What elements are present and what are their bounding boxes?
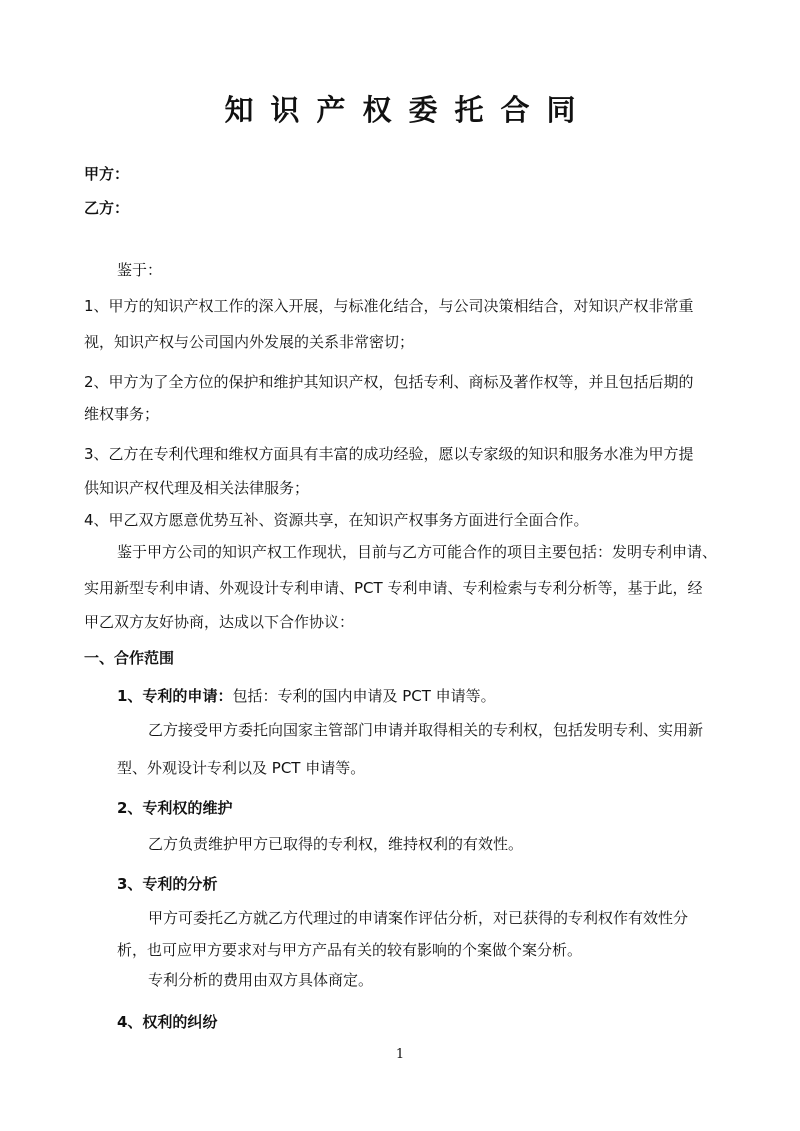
subsection-1-body-line-2: 型、外观设计专利以及 PCT 申请等。 [117, 759, 366, 777]
intro-line-1: 鉴于甲方公司的知识产权工作现状，目前与乙方可能合作的项目主要包括：发明专利申请、 [117, 543, 718, 561]
subsection-1-body-line-1: 乙方接受甲方委托向国家主管部门申请并取得相关的专利权，包括发明专利、实用新 [148, 721, 704, 739]
recital-item-1-line-2: 视，知识产权与公司国内外发展的关系非常密切； [84, 333, 415, 351]
intro-line-3: 甲乙双方友好协商，达成以下合作协议： [84, 613, 355, 631]
subsection-4-heading: 4、权利的纠纷 [117, 1013, 218, 1031]
section-1-heading: 一、合作范围 [84, 649, 175, 667]
recital-item-1-line-1: 1、甲方的知识产权工作的深入开展，与标准化结合，与公司决策相结合，对知识产权非常重 [84, 297, 694, 315]
subsection-2-heading: 2、专利权的维护 [117, 799, 233, 817]
subsection-3-body-line-2: 析，也可应甲方要求对与甲方产品有关的较有影响的个案做个案分析。 [117, 941, 583, 959]
recital-item-3-line-1: 3、乙方在专利代理和维权方面具有丰富的成功经验，愿以专家级的知识和服务水准为甲方提 [84, 445, 694, 463]
whereas-label: 鉴于： [117, 261, 163, 279]
subsection-3-heading: 3、专利的分析 [117, 875, 218, 893]
intro-line-2: 实用新型专利申请、外观设计专利申请、PCT 专利申请、专利检索与专利分析等，基于此，经 [84, 579, 703, 597]
recital-item-3-line-2: 供知识产权代理及相关法律服务； [84, 479, 310, 497]
recital-item-2-line-2: 维权事务； [84, 405, 160, 423]
recital-item-4: 4、甲乙双方愿意优势互补、资源共享，在知识产权事务方面进行全面合作。 [84, 511, 589, 529]
subsection-1-heading-rest: 包括：专利的国内申请及 PCT 申请等。 [232, 687, 496, 705]
subsection-2-body: 乙方负责维护甲方已取得的专利权，维持权利的有效性。 [148, 835, 524, 853]
subsection-3-body-line-1: 甲方可委托乙方就乙方代理过的申请案作评估分析，对已获得的专利权作有效性分 [148, 909, 689, 927]
subsection-3-body-line-3: 专利分析的费用由双方具体商定。 [148, 971, 374, 989]
document-title: 知识产权委托合同 [224, 93, 593, 127]
subsection-1-heading: 1、专利的申请： [117, 687, 233, 705]
subsection-1-heading-line [117, 686, 496, 706]
party-b-label: 乙方： [84, 199, 130, 217]
recital-item-2-line-1: 2、甲方为了全方位的保护和维护其知识产权，包括专利、商标及著作权等，并且包括后期的 [84, 373, 694, 391]
page-number: 1 [395, 1047, 405, 1062]
party-a-label: 甲方： [84, 165, 130, 183]
